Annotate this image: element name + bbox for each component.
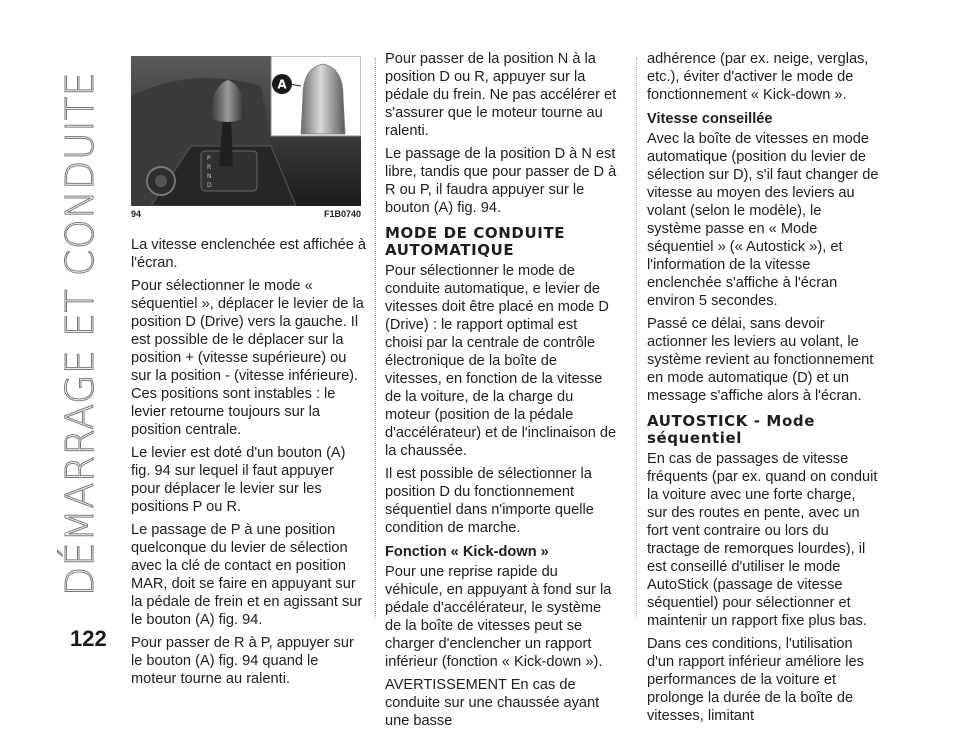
col2-paragraph: Pour une reprise rapide du véhicule, en appuyant à fond sur la pédale d'accélérateur, le système de la boîte de vitesses peut se charger d'enclencher un rapport inférieur (fonction « Kick-down »). bbox=[385, 564, 612, 670]
svg-text:P: P bbox=[207, 155, 211, 162]
col3-paragraph: Dans ces conditions, l'utilisation d'un rapport inférieur améliore les performances de la voiture et prolonge la durée de la boîte de vitesses, limitant bbox=[647, 636, 864, 724]
heading-kick-down: Fonction « Kick-down » bbox=[385, 544, 549, 560]
column-3 bbox=[647, 50, 879, 730]
svg-text:D: D bbox=[207, 182, 212, 189]
callout-a: A bbox=[277, 77, 287, 92]
col3-paragraph: Avec la boîte de vitesses en mode automatique (position du levier de sélection sur D), s'il faut changer de vitesse au moyen des leviers au volant (selon le modèle), le système passe en « Mode séquentiel » (« Autostick »), et l'information de la vitesse enclenchée s'affiche à l'écran environ 5 secondes. bbox=[647, 131, 879, 309]
figure-code: F1B0740 bbox=[323, 209, 361, 219]
column-2 bbox=[385, 50, 617, 735]
svg-text:N: N bbox=[207, 173, 212, 180]
col1-paragraph: La vitesse enclenchée est affichée à l'écran. bbox=[131, 237, 367, 271]
column-divider bbox=[636, 58, 637, 618]
figure-caption bbox=[131, 209, 361, 219]
col1-paragraph: Le levier est doté d'un bouton (A) fig. 94 sur lequel il faut appuyer pour déplacer le levier sur les positions P ou R. bbox=[131, 445, 346, 515]
col2-paragraph: Pour passer de la position N à la position D ou R, appuyer sur la pédale du frein. Ne pas accélérer et s'assurer que le moteur tourne au ralenti. bbox=[385, 51, 617, 139]
col2-paragraph: Pour sélectionner le mode de conduite automatique, e levier de vitesses doit être placé en mode D (Drive) : le rapport optimal est choisi par la centrale de contrôle électronique de la boîte de vitesses, en fonction de la vitesse de la voiture, de la charge du moteur (position de la pédale d'accélérateur) et de l'inclinaison de la chaussée. bbox=[385, 263, 617, 459]
column-1 bbox=[131, 236, 367, 693]
heading-recommended-speed: Vitesse conseillée bbox=[647, 111, 773, 127]
page-number: 122 bbox=[70, 626, 107, 651]
col2-paragraph: Il est possible de sélectionner la position D du fonctionnement séquentiel dans n'importe quelle condition de marche. bbox=[385, 466, 594, 536]
svg-text:R: R bbox=[207, 164, 212, 171]
figure-number: 94 bbox=[131, 209, 142, 219]
col3-paragraph: Passé ce délai, sans devoir actionner les leviers au volant, le système revient au fonctionnement en mode automatique (D) et un message s'affiche alors à l'écran. bbox=[647, 316, 874, 404]
col3-paragraph: adhérence (par ex. neige, verglas, etc.), éviter d'activer le mode de fonctionnement « Kick-down ». bbox=[647, 51, 869, 103]
heading-autostick: AUTOSTICK - Mode séquentiel bbox=[647, 412, 815, 447]
gear-lever-illustration bbox=[131, 56, 361, 206]
gear-lever-figure bbox=[131, 56, 361, 206]
col3-paragraph: En cas de passages de vitesse fréquents (par ex. quand on conduit la voiture avec une forte charge, sur des routes en pente, avec un fort vent contraire ou lors du tractage de remorques lourdes), il est conseillé d'utiliser le mode AutoStick (passage de vitesse séquentiel) pour sélectionner et maintenir un rapport fixe plus bas. bbox=[647, 451, 878, 629]
col2-paragraph: Le passage de la position D à N est libre, tandis que pour passer de D à R ou P, il faudra appuyer sur le bouton (A) fig. 94. bbox=[385, 146, 617, 216]
heading-automatic-mode: MODE DE CONDUITE AUTOMATIQUE bbox=[385, 224, 566, 259]
col1-paragraph: Le passage de P à une position quelconque du levier de sélection avec la clé de contact en position MAR, doit se faire en appuyant sur la pédale de frein et en agissant sur le bouton (A) fig. 94. bbox=[131, 522, 363, 628]
col2-paragraph: AVERTISSEMENT En cas de conduite sur une chaussée ayant une basse bbox=[385, 677, 600, 729]
col1-paragraph: Pour passer de R à P, appuyer sur le bouton (A) fig. 94 quand le moteur tourne au ralenti. bbox=[131, 635, 354, 687]
col1-paragraph: Pour sélectionner le mode « séquentiel », déplacer le levier de la position D (Drive) vers la gauche. Il est possible de le déplacer sur la position + (vitesse supérieure) ou sur la position - (vitesse inférieure). Ces positions sont instables : le levier retourne toujours sur la position centrale. bbox=[131, 278, 364, 438]
column-divider bbox=[375, 58, 376, 618]
section-title: DÉMARRAGE ET CONDUITE bbox=[58, 71, 102, 597]
